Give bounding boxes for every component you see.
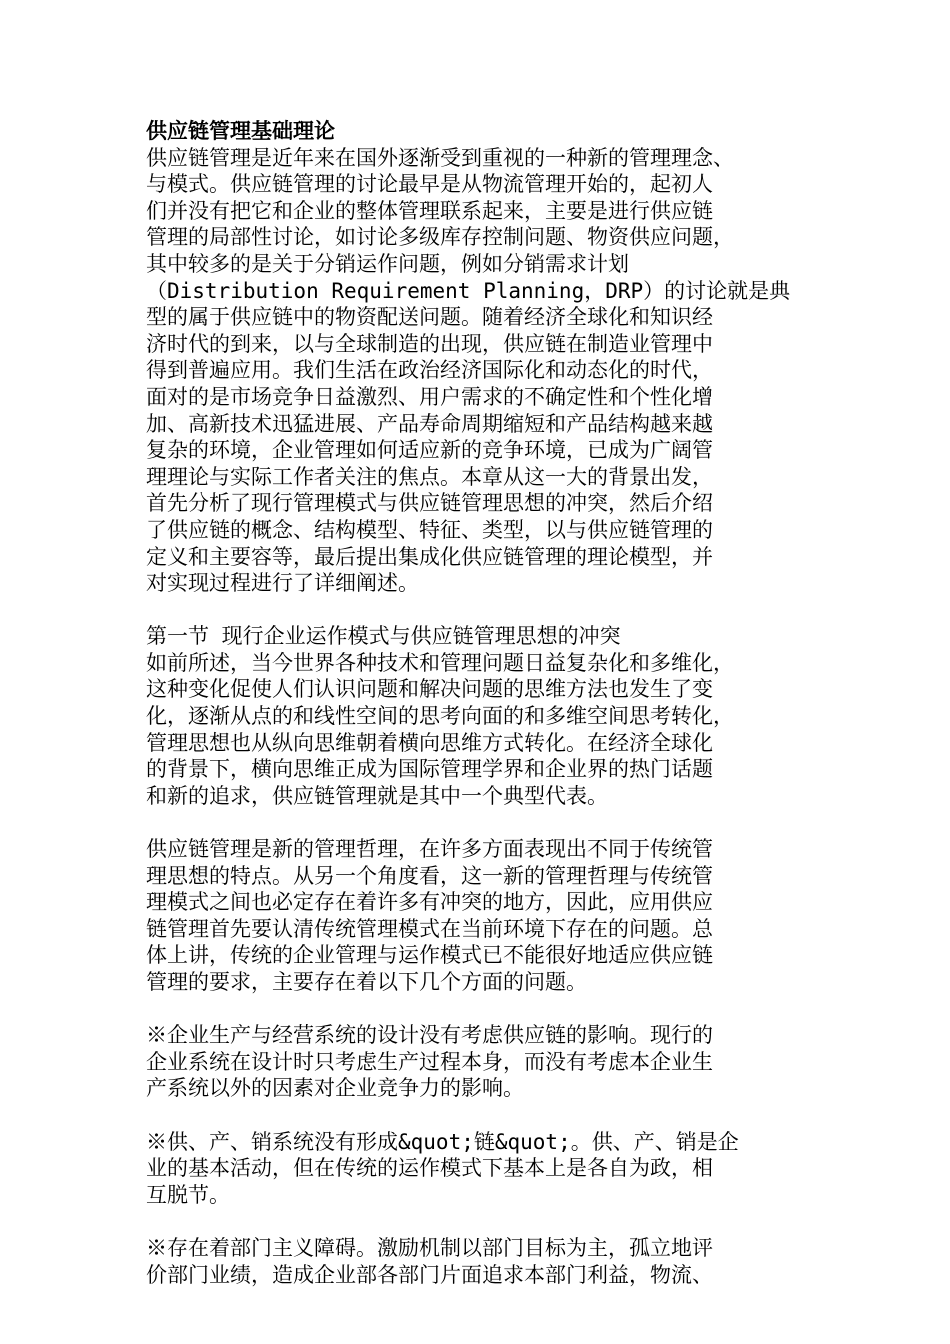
- text-line: 其中较多的是关于分销运作问题，例如分销需求计划: [146, 251, 629, 276]
- text-line: 化，逐渐从点的和线性空间的思考向面的和多维空间思考转化，: [146, 704, 734, 729]
- bullet-item-1: [146, 1022, 836, 1102]
- section1-paragraph: [146, 650, 836, 810]
- text-line: 面对的是市场竞争日益激烈、用户需求的不确定性和个性化增: [146, 384, 713, 409]
- text-line: 理理论与实际工作者关注的焦点。本章从这一大的背景出发，: [146, 464, 713, 489]
- text-line: 管理思想也从纵向思维朝着横向思维方式转化。在经济全球化: [146, 730, 713, 755]
- text-line: 复杂的环境，企业管理如何适应新的竞争环境，已成为广阔管: [146, 438, 713, 463]
- text-line: 加、高新技术迅猛进展、产品寿命周期缩短和产品结构越来越: [146, 411, 713, 436]
- text-line: ※企业生产与经营系统的设计没有考虑供应链的影响。现行的: [146, 1023, 713, 1048]
- text-line: 们并没有把它和企业的整体管理联系起来，主要是进行供应链: [146, 198, 713, 223]
- text-line: 与模式。供应链管理的讨论最早是从物流管理开始的，起初人: [146, 172, 713, 197]
- text-line: 产系统以外的因素对企业竞争力的影响。: [146, 1076, 524, 1101]
- text-line: 业的基本活动，但在传统的运作模式下基本上是各自为政，相: [146, 1156, 713, 1181]
- intro-paragraph: [146, 145, 836, 597]
- text-line: 管理的要求，主要存在着以下几个方面的问题。: [146, 970, 587, 994]
- text-line: ※供、产、销系统没有形成&quot;链&quot;。供、产、销是企: [146, 1129, 739, 1154]
- text-line: 管理的局部性讨论，如讨论多级库存控制问题、物资供应问题，: [146, 225, 734, 250]
- text-line: （Distribution Requirement Planning，DRP）的讨论就是典: [146, 278, 791, 303]
- text-line: 理思想的特点。从另一个角度看，这一新的管理哲理与传统管: [146, 863, 713, 888]
- paragraph-gap: [146, 809, 836, 836]
- bullet-item-3: [146, 1235, 836, 1288]
- text-line: 首先分析了现行管理模式与供应链管理思想的冲突，然后介绍: [146, 491, 713, 516]
- text-line: 了供应链的概念、结构模型、特征、类型，以与供应链管理的: [146, 517, 713, 542]
- text-line: 型的属于供应链中的物资配送问题。随着经济全球化和知识经: [146, 305, 713, 330]
- text-line: 企业系统在设计时只考虑生产过程本身，而没有考虑本企业生: [146, 1049, 713, 1074]
- text-line: 供应链管理是近年来在国外逐渐受到重视的一种新的管理理念、: [146, 145, 734, 170]
- paragraph-gap: [146, 1208, 836, 1235]
- text-line: 体上讲，传统的企业管理与运作模式已不能很好地适应供应链: [146, 943, 713, 968]
- text-line: 这种变化促使人们认识问题和解决问题的思维方法也发生了变: [146, 677, 713, 702]
- text-line: 理模式之间也必定存在着许多有冲突的地方，因此，应用供应: [146, 890, 713, 915]
- text-line: ※存在着部门主义障碍。激励机制以部门目标为主，孤立地评: [146, 1235, 713, 1260]
- text-line: 得到普遍应用。我们生活在政治经济国际化和动态化的时代，: [146, 358, 713, 383]
- text-line: 链管理首先要认清传统管理模式在当前环境下存在的问题。总: [146, 916, 713, 941]
- text-line: 如前所述，当今世界各种技术和管理问题日益复杂化和多维化，: [146, 650, 734, 675]
- bullet-item-2: [146, 1129, 836, 1209]
- text-line: 对实现过程进行了详细阐述。: [146, 571, 419, 596]
- text-line: 价部门业绩，造成企业部各部门片面追求本部门利益，物流、: [146, 1262, 713, 1287]
- paragraph-2: [146, 836, 836, 996]
- paragraph-gap: [146, 996, 836, 1023]
- document-page: [146, 118, 836, 1288]
- text-line: 济时代的到来，以与全球制造的出现，供应链在制造业管理中: [146, 331, 713, 356]
- text-line: 的背景下，横向思维正成为国际管理学界和企业界的热门话题: [146, 757, 713, 782]
- text-line: 定义和主要容等，最后提出集成化供应链管理的理论模型，并: [146, 544, 713, 569]
- document-title: 供应链管理基础理论: [146, 119, 335, 143]
- text-line: 供应链管理是新的管理哲理，在许多方面表现出不同于传统管: [146, 837, 713, 862]
- paragraph-gap: [146, 597, 836, 624]
- text-line: 互脱节。: [146, 1182, 230, 1207]
- paragraph-gap: [146, 1102, 836, 1129]
- text-line: 和新的追求，供应链管理就是其中一个典型代表。: [146, 783, 608, 808]
- section-heading: 第一节 现行企业运作模式与供应链管理思想的冲突: [146, 624, 621, 649]
